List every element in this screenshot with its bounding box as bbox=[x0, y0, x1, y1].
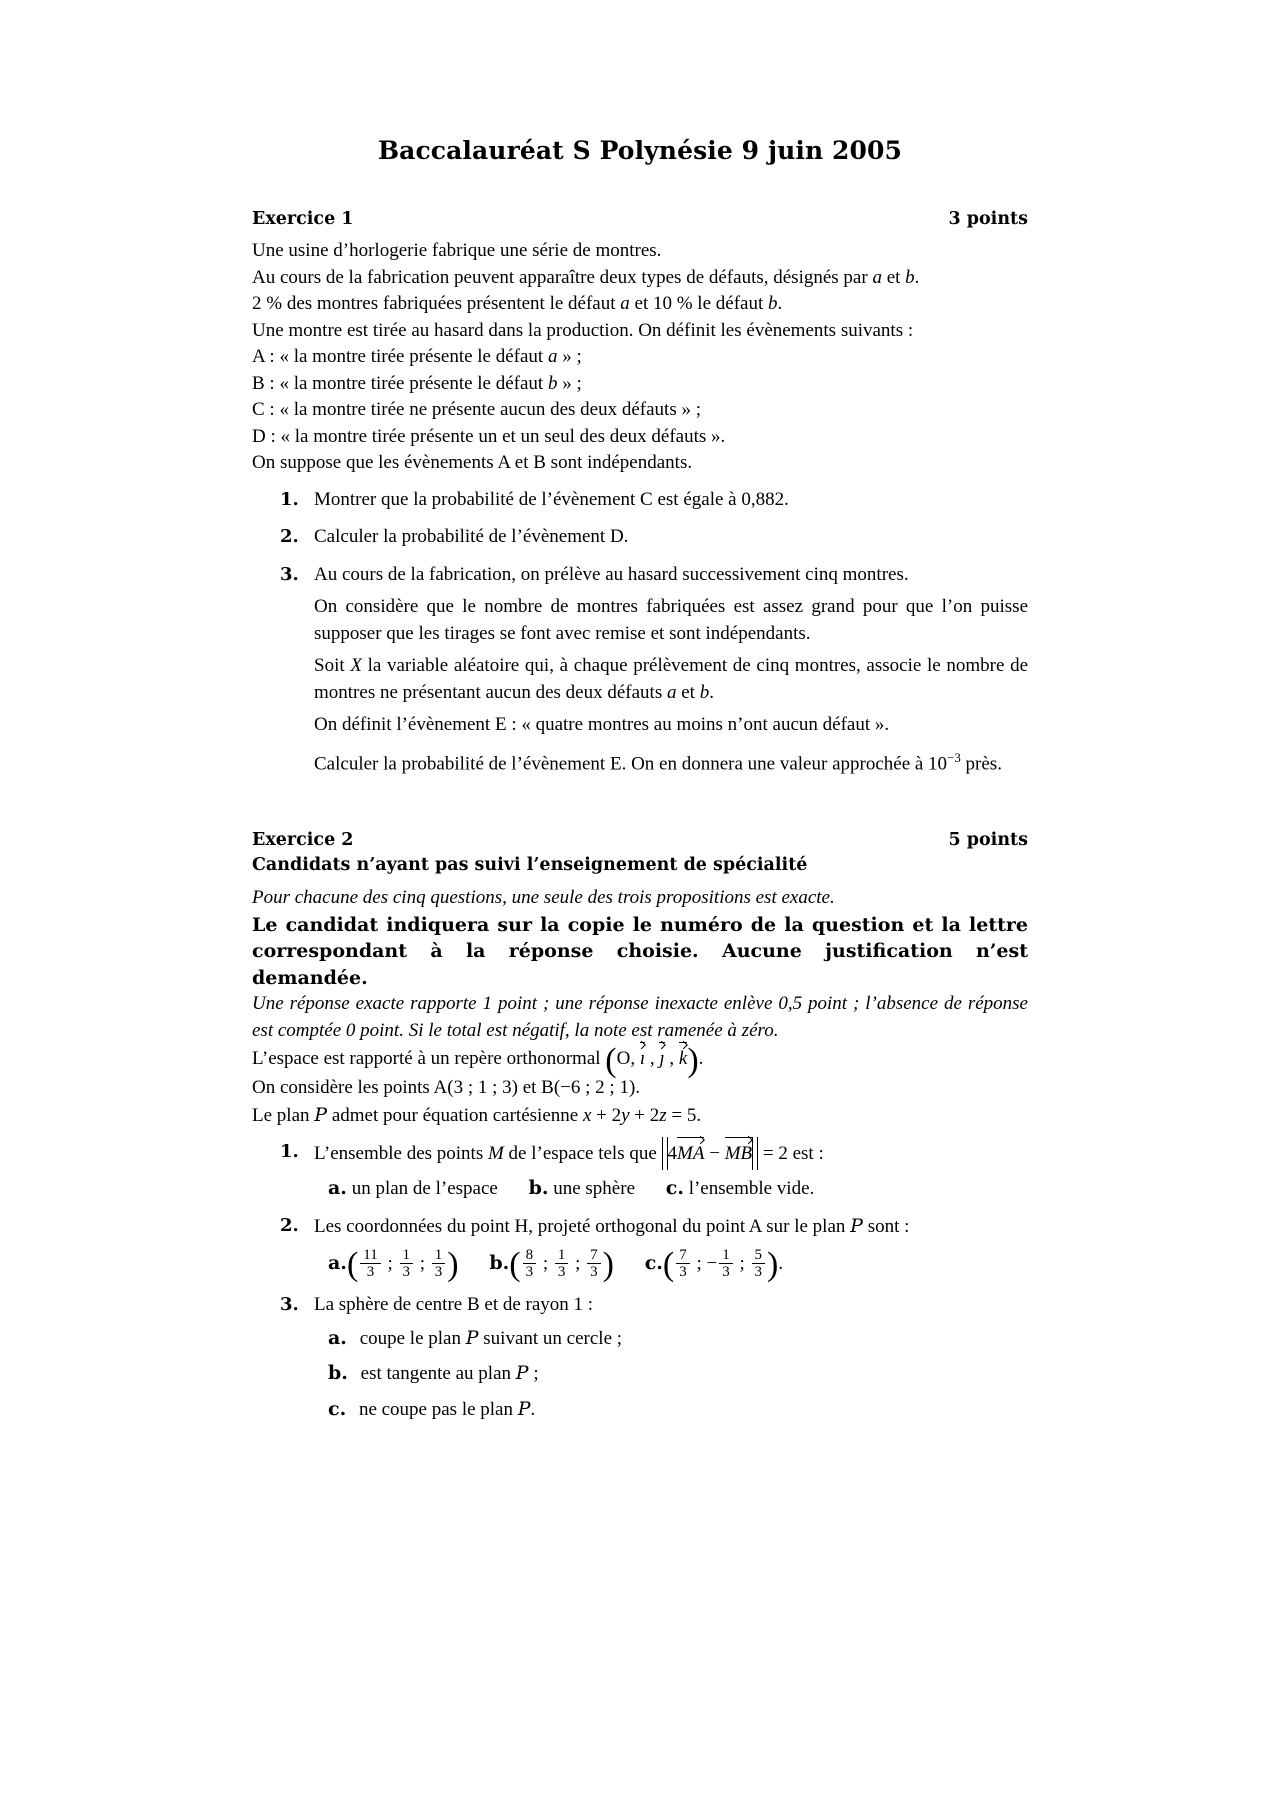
exercise2-q1-choice-b[interactable]: b. une sphère bbox=[528, 1176, 636, 1199]
exercise1-line-8: D : « la montre tirée présente un et un seul des deux défauts ». bbox=[252, 425, 726, 447]
exercise2-q1-choice-a-text: un plan de l’espace bbox=[351, 1177, 498, 1199]
exercise1-title: Exercice 1 bbox=[252, 209, 354, 229]
exercise2-q2-choice-b[interactable]: b.( $\frac{8}{3}$ ; $\frac{1}{3}$ ; $\frac{7}{3}$ ) bbox=[489, 1246, 614, 1284]
exercise2-q3-choice-b[interactable]: b. est tangente au plan P ; bbox=[328, 1362, 539, 1385]
exercise2-q1-choice-a[interactable]: a. un plan de l’espace bbox=[328, 1176, 498, 1199]
exercise1-question-2 bbox=[280, 524, 1028, 551]
exercise1-q1-text: Montrer que la probabilité de l’évènement C est égale à 0,882. bbox=[314, 488, 789, 510]
exercise2-intro-bold: Le candidat indiquera sur la copie le numéro de la question et la lettre correspondant à la réponse choisie. Aucune justification n’est demandée. bbox=[252, 913, 1028, 989]
exercise1-q3-text-4: On définit l’évènement E : « quatre montres au moins n’ont aucun défaut ». bbox=[314, 714, 890, 735]
exercise2-intro-italic-2: Une réponse exacte rapporte 1 point ; une réponse inexacte enlève 0,5 point ; l’absence de réponse est comptée 0 point. Si le total est négatif, la note est ramenée à zéro. bbox=[252, 993, 1028, 1041]
exercise2-q3-text: La sphère de centre B et de rayon 1 : bbox=[314, 1294, 594, 1316]
exercise2-question-list bbox=[252, 1139, 1028, 1423]
page-content bbox=[252, 136, 1028, 1434]
exercise1-q3-text-5: Calculer la probabilité de l’évènement E. On en donnera une valeur approchée à $10^{-3}$ près. bbox=[314, 749, 1002, 774]
exercise1-line-4: Une montre est tirée au hasard dans la production. On définit les évènements suivants : bbox=[252, 319, 914, 341]
exercise1-question-3 bbox=[280, 562, 1028, 778]
exercise2-q2-text: Les coordonnées du point H, projeté orthogonal du point A sur le plan P sont : bbox=[314, 1215, 910, 1238]
exercise2-q1-choice-b-text: une sphère bbox=[553, 1177, 636, 1199]
exercise2-question-1 bbox=[280, 1139, 1028, 1202]
exercise1-line-5: A : « la montre tirée présente le défaut a » ; bbox=[252, 346, 582, 367]
exercise2-line-points: On considère les points A(3 ; 1 ; 3) et B(−6 ; 2 ; 1). bbox=[252, 1077, 641, 1099]
exercise2-q3-choice-c[interactable]: c. ne coupe pas le plan P. bbox=[328, 1397, 536, 1420]
exercise1-line-7: C : « la montre tirée ne présente aucun des deux défauts » ; bbox=[252, 399, 701, 420]
page-title: Baccalauréat S Polynésie 9 juin 2005 bbox=[377, 136, 903, 165]
exercise1-line-3: 2 % des montres fabriquées présentent le défaut a et 10 % le défaut b. bbox=[252, 293, 783, 314]
exercise1-line-2: Au cours de la fabrication peuvent apparaître deux types de défauts, désignés par a et b. bbox=[252, 266, 920, 288]
exercise1-q2-text: Calculer la probabilité de l’évènement D. bbox=[314, 526, 629, 547]
exercise2-subheading: Candidats n’ayant pas suivi l’enseignement de spécialité bbox=[252, 855, 808, 876]
exercise2-q3-choice-a[interactable]: a. coupe le plan P suivant un cercle ; bbox=[328, 1326, 623, 1349]
exercise1-question-list bbox=[252, 487, 1028, 778]
exercise2-q1-choice-c-text: l’ensemble vide. bbox=[688, 1177, 815, 1199]
exercise2-intro-italic-1: Pour chacune des cinq questions, une seule des trois propositions est exacte. bbox=[252, 887, 835, 909]
exercise2-points: 5 points bbox=[948, 830, 1028, 851]
exercise1-line-1: Une usine d’horlogerie fabrique une série de montres. bbox=[252, 240, 662, 261]
exercise1-points: 3 points bbox=[948, 209, 1028, 229]
exercise2-q2-choice-c[interactable]: c.( $\frac{7}{3}$ ; − $\frac{1}{3}$ ; $\frac{5}{3}$ ). bbox=[644, 1246, 784, 1284]
exercise1-q3-text-2: On considère que le nombre de montres fabriquées est assez grand pour que l’on puisse supposer que les tirages se font avec remise et sont indépendants. bbox=[314, 596, 1028, 644]
exercise2-header bbox=[252, 830, 1028, 850]
exercise2-line-plane: Le plan P admet pour équation cartésienne x + 2y + 2z = 5. bbox=[252, 1103, 702, 1126]
exercise2-title: Exercice 2 bbox=[252, 830, 354, 851]
exercise2-q2-choice-a[interactable]: a.( $\frac{11}{3}$ ; $\frac{1}{3}$ ; $\frac{1}{3}$ ) bbox=[328, 1246, 459, 1284]
exercise2-q1-choice-c[interactable]: c. l’ensemble vide. bbox=[665, 1176, 815, 1199]
exercise1-line-6: B : « la montre tirée présente le défaut b » ; bbox=[252, 372, 582, 394]
exercise1-header bbox=[252, 209, 1028, 229]
exercise2-question-2 bbox=[280, 1213, 1028, 1284]
exercise2-q2-choices bbox=[314, 1246, 1028, 1284]
exercise1-question-1 bbox=[280, 487, 1028, 514]
exercise2-line-space: L’espace est rapporté à un repère orthonormal (O, ı , ȷ , k). bbox=[252, 1041, 704, 1079]
exercise1-line-9: On suppose que les évènements A et B sont indépendants. bbox=[252, 452, 693, 473]
exercise1-q3-text-3: Soit X la variable aléatoire qui, à chaque prélèvement de cinq montres, associe le nombre de montres ne présentant aucun des deux défauts a et b. bbox=[314, 655, 1029, 703]
exercise2-q1-choices bbox=[314, 1175, 1028, 1203]
exercise2-q1-text: L’ensemble des points M de l’espace tels que 4MA − MB = 2 est : bbox=[314, 1139, 1028, 1168]
exercise1-q3-text-1: Au cours de la fabrication, on prélève au hasard successivement cinq montres. bbox=[314, 563, 909, 585]
exercise2-question-3 bbox=[280, 1292, 1028, 1423]
